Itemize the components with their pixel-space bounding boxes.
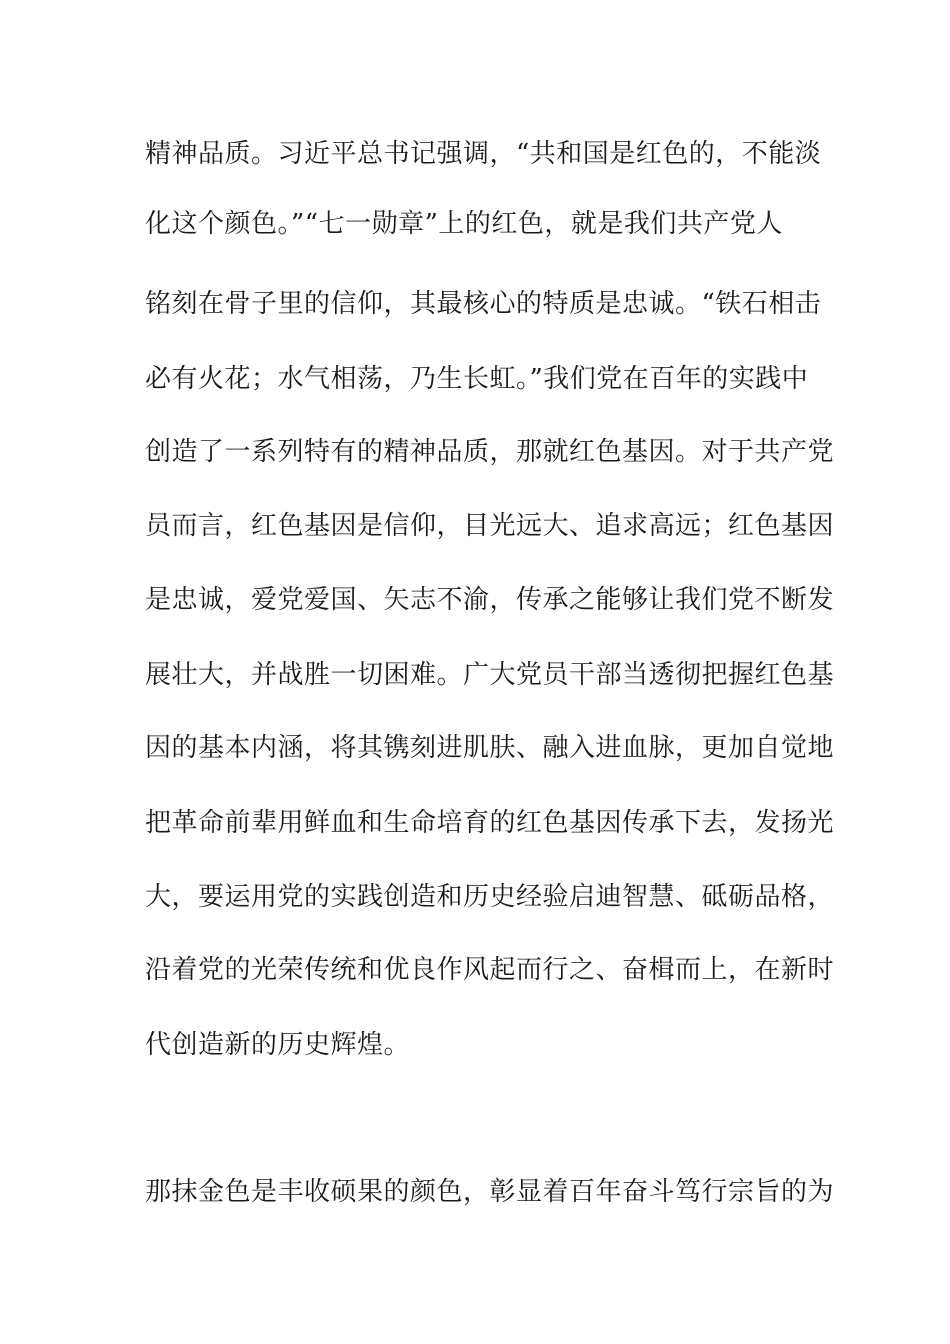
paragraph-1-line-12: 沿着党的光荣传统和优良作风起而行之、奋楫而上，在新时 — [145, 955, 835, 985]
paragraph-1-line-9: 因的基本内涵，将其镌刻进肌肤、融入进血脉，更加自觉地 — [145, 733, 835, 763]
paragraph-1-line-8: 展壮大，并战胜一切困难。广大党员干部当透彻把握红色基 — [145, 660, 835, 690]
paragraph-1-line-13: 代创造新的历史辉煌。 — [145, 1030, 411, 1060]
paragraph-1-line-10: 把革命前辈用鲜血和生命培育的红色基因传承下去，发扬光 — [145, 808, 835, 838]
paragraph-1-line-11: 大，要运用党的实践创造和历史经验启迪智慧、砥砺品格， — [145, 882, 835, 912]
paragraph-1-line-3: 铭刻在骨子里的信仰，其最核心的特质是忠诚。“铁石相击 — [145, 289, 822, 319]
paragraph-1-line-2: 化这个颜色。”“七一勋章”上的红色，就是我们共产党人 — [145, 209, 783, 239]
paragraph-1-line-1: 精神品质。习近平总书记强调，“共和国是红色的，不能淡 — [145, 139, 822, 169]
paragraph-1-line-6: 员而言，红色基因是信仰，目光远大、追求高远；红色基因 — [145, 511, 835, 541]
paragraph-1-line-5: 创造了一系列特有的精神品质，那就红色基因。对于共产党 — [145, 437, 835, 467]
paragraph-1-line-7: 是忠诚，爱党爱国、矢志不渝，传承之能够让我们党不断发 — [145, 585, 835, 615]
paragraph-2-line-1: 那抹金色是丰收硕果的颜色，彰显着百年奋斗笃行宗旨的为 — [145, 1177, 835, 1207]
paragraph-1-line-4: 必有火花；水气相荡，乃生长虹。”我们党在百年的实践中 — [145, 364, 809, 394]
